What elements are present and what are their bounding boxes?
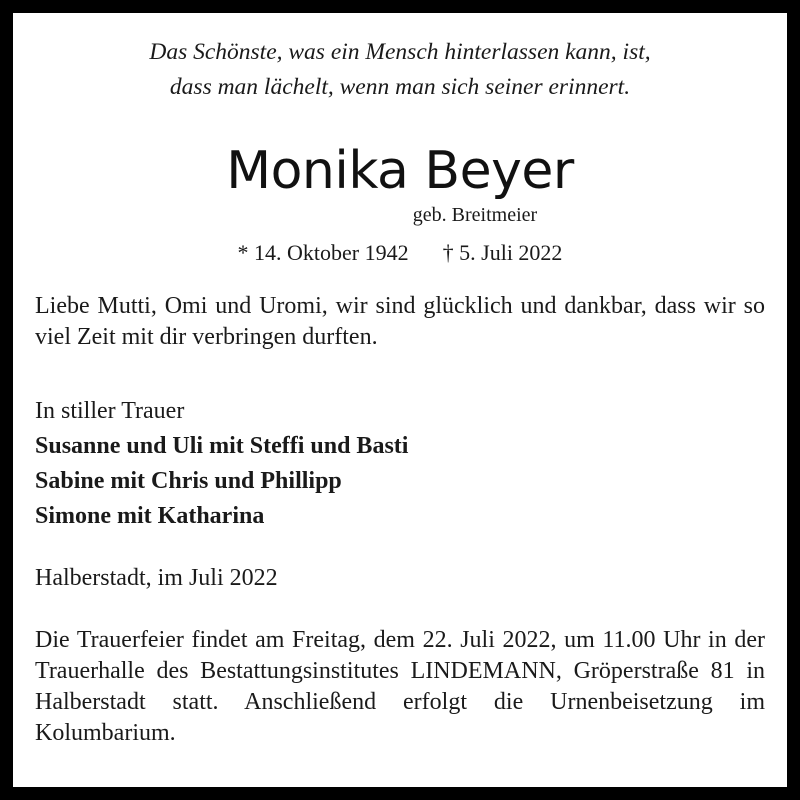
mourner-line: Simone mit Katharina — [35, 503, 265, 529]
quote-line-1: Das Schönste, was ein Mensch hinterlassen kann, ist, — [149, 39, 651, 65]
mourner-line: Sabine mit Chris und Phillipp — [35, 468, 342, 494]
intro-text: Liebe Mutti, Omi und Uromi, wir sind glücklich und dankbar, dass wir so viel Zeit mit dir verbringen durften. — [35, 293, 765, 350]
obituary-notice — [13, 13, 787, 787]
life-dates — [13, 239, 787, 267]
birth-name: geb. Breitmeier — [412, 204, 538, 226]
mourner-line: Susanne und Uli mit Steffi und Basti — [35, 433, 409, 459]
memorial-quote — [13, 35, 787, 105]
birth-date: * 14. Oktober 1942 — [237, 240, 409, 265]
place-and-date: Halberstadt, im Juli 2022 — [35, 565, 278, 591]
death-date: † 5. Juli 2022 — [442, 240, 563, 265]
funeral-service-text: Die Trauerfeier findet am Freitag, dem 22. Juli 2022, um 11.00 Uhr in der Trauerhalle des Bestattungsinstitutes LINDEMANN, Gröperstraße 81 in Halberstadt statt. Anschließend erfolgt die Urnenbeisetzung im Kolumbarium. — [35, 627, 765, 746]
deceased-name: Monika Beyer — [226, 141, 574, 201]
mourners-heading: In stiller Trauer — [35, 398, 185, 424]
quote-line-2: dass man lächelt, wenn man sich seiner erinnert. — [169, 74, 631, 100]
mourners-block — [35, 394, 765, 534]
